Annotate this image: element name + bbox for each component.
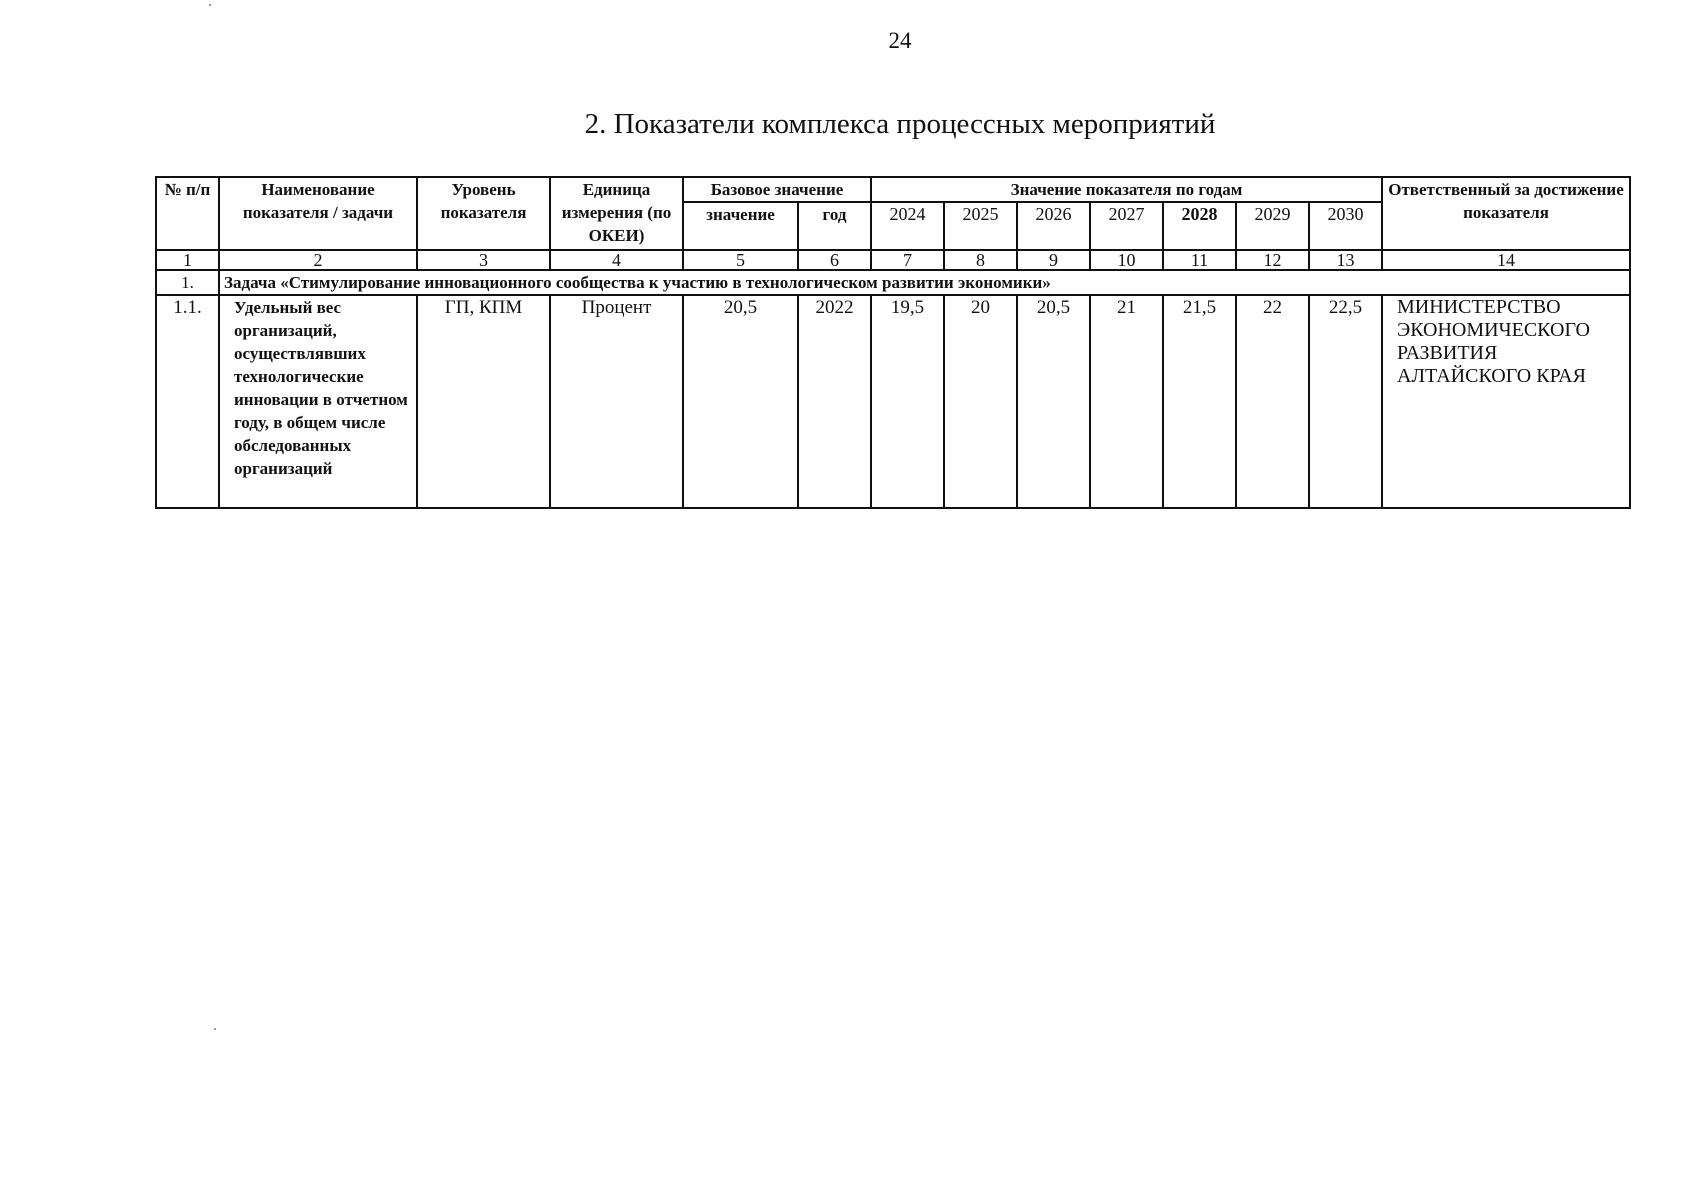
page-number: 24 — [888, 28, 912, 53]
column-number: 3 — [417, 250, 550, 270]
header-base-value: значение — [683, 202, 798, 250]
row-value: 20,5 — [1017, 295, 1090, 508]
row-value: 22 — [1236, 295, 1309, 508]
header-year: 2024 — [871, 202, 944, 250]
header-year: 2027 — [1090, 202, 1163, 250]
row-value: 21,5 — [1163, 295, 1236, 508]
column-number: 4 — [550, 250, 683, 270]
header-responsible: Ответственный за достижение показателя — [1382, 177, 1630, 250]
row-value: 19,5 — [871, 295, 944, 508]
row-num: 1.1. — [156, 295, 219, 508]
header-num: № п/п — [156, 177, 219, 250]
task-text: Задача «Стимулирование инновационного сообщества к участию в технологическом развитии экономики» — [219, 270, 1630, 295]
column-number: 14 — [1382, 250, 1630, 270]
column-number: 12 — [1236, 250, 1309, 270]
row-value: 21 — [1090, 295, 1163, 508]
row-base-value: 20,5 — [683, 295, 798, 508]
header-by-years: Значение показателя по годам — [871, 177, 1382, 202]
row-value: 20 — [944, 295, 1017, 508]
column-number-row — [156, 250, 1630, 270]
header-unit: Единица измерения (по ОКЕИ) — [550, 177, 683, 250]
row-responsible: МИНИСТЕРСТВО ЭКОНОМИЧЕСКОГО РАЗВИТИЯ АЛТАЙСКОГО КРАЯ — [1382, 295, 1630, 508]
task-row — [156, 270, 1630, 295]
row-value: 22,5 — [1309, 295, 1382, 508]
header-row-top — [156, 177, 1630, 202]
table-row — [156, 295, 1630, 508]
column-number: 8 — [944, 250, 1017, 270]
header-level: Уровень показателя — [417, 177, 550, 250]
indicators-table — [155, 176, 1631, 509]
column-number: 11 — [1163, 250, 1236, 270]
column-number: 13 — [1309, 250, 1382, 270]
row-name: Удельный вес организаций, осуществлявших технологические инновации в отчетном году, в общем числе обследованных организаций — [219, 295, 417, 508]
column-number: 6 — [798, 250, 871, 270]
header-base-year: год — [798, 202, 871, 250]
header-year: 2030 — [1309, 202, 1382, 250]
header-year: 2025 — [944, 202, 1017, 250]
row-base-year: 2022 — [798, 295, 871, 508]
task-num: 1. — [156, 270, 219, 295]
header-name: Наименование показателя / задачи — [219, 177, 417, 250]
column-number: 7 — [871, 250, 944, 270]
header-year: 2028 — [1163, 202, 1236, 250]
header-year: 2026 — [1017, 202, 1090, 250]
row-unit: Процент — [550, 295, 683, 508]
column-number: 1 — [156, 250, 219, 270]
section-title: 2. Показатели комплекса процессных мероприятий — [584, 108, 1216, 140]
header-year: 2029 — [1236, 202, 1309, 250]
column-number: 5 — [683, 250, 798, 270]
column-number: 9 — [1017, 250, 1090, 270]
header-base: Базовое значение — [683, 177, 871, 202]
scan-speck — [209, 4, 211, 6]
column-number: 10 — [1090, 250, 1163, 270]
column-number: 2 — [219, 250, 417, 270]
row-level: ГП, КПМ — [417, 295, 550, 508]
scan-speck — [214, 1028, 216, 1030]
